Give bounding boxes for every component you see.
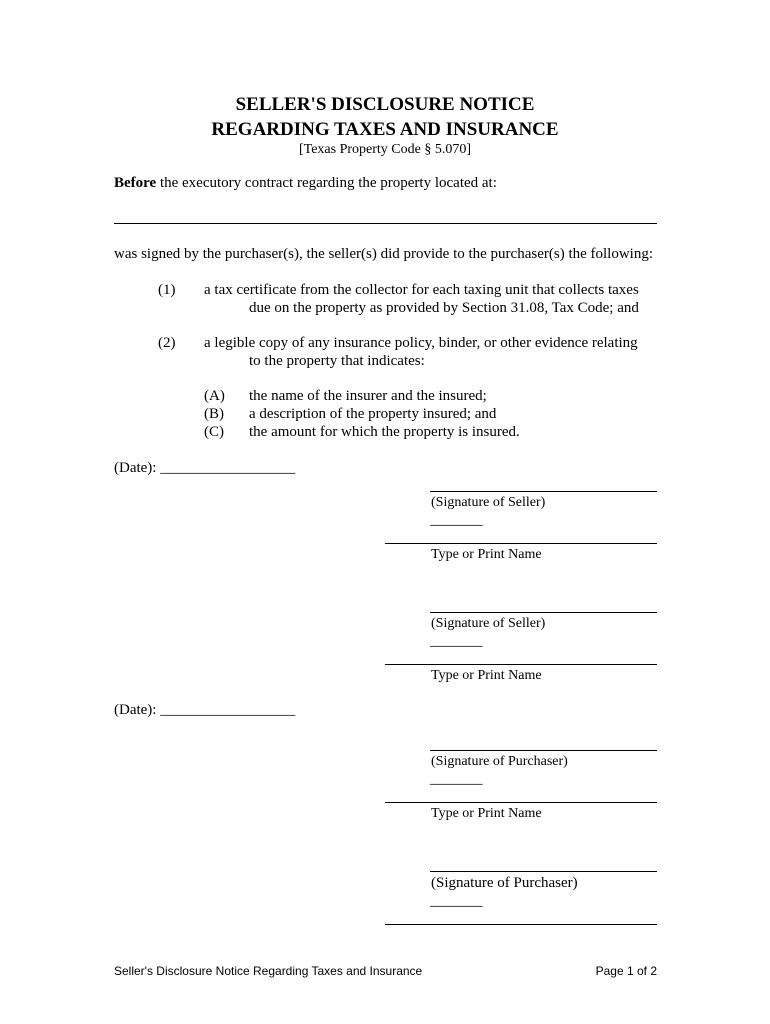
seller-date-field[interactable]: (Date): __________________ — [114, 460, 296, 476]
property-address-line[interactable] — [114, 223, 657, 224]
seller-1-short-blank: _______ — [430, 512, 483, 528]
seller-1-print-name-line[interactable] — [385, 543, 657, 544]
subitem-c-text: the amount for which the property is insured. — [249, 424, 520, 440]
subitem-a-letter: (A) — [204, 388, 225, 404]
purchaser-2-signature-label: (Signature of Purchaser) — [431, 875, 578, 891]
seller-2-print-name-label: Type or Print Name — [431, 668, 542, 683]
seller-2-short-blank: _______ — [430, 633, 483, 649]
purchaser-1-signature-line[interactable] — [430, 750, 657, 751]
document-title-line2: REGARDING TAXES AND INSURANCE — [211, 119, 559, 140]
seller-1-signature-label: (Signature of Seller) — [431, 495, 546, 510]
footer-document-title: Seller's Disclosure Notice Regarding Taxes and Insurance — [114, 964, 423, 978]
purchaser-2-signature-line[interactable] — [430, 871, 657, 872]
subitem-a-text: the name of the insurer and the insured; — [249, 388, 487, 404]
seller-2-signature-label: (Signature of Seller) — [431, 616, 546, 631]
signed-statement: was signed by the purchaser(s), the seller(s) did provide to the purchaser(s) the following: — [114, 246, 654, 262]
subitem-c-letter: (C) — [204, 424, 224, 440]
purchaser-1-print-name-label: Type or Print Name — [431, 806, 542, 821]
purchaser-1-signature-label: (Signature of Purchaser) — [431, 754, 568, 769]
purchaser-2-print-name-line[interactable] — [385, 924, 657, 925]
item-2-line2: to the property that indicates: — [249, 353, 425, 369]
subitem-b-text: a description of the property insured; and — [249, 406, 497, 422]
seller-1-signature-line[interactable] — [430, 491, 657, 492]
purchaser-1-print-name-line[interactable] — [385, 802, 657, 803]
document-title-line1: SELLER'S DISCLOSURE NOTICE — [235, 94, 535, 115]
intro-sentence — [114, 175, 497, 192]
seller-2-signature-line[interactable] — [430, 612, 657, 613]
before-bold: Before — [114, 175, 157, 191]
seller-2-print-name-line[interactable] — [385, 664, 657, 665]
item-1-line1: a tax certificate from the collector for each taxing unit that collects taxes — [204, 282, 639, 298]
purchaser-2-short-blank: _______ — [430, 893, 483, 909]
subitem-b-letter: (B) — [204, 406, 224, 422]
statute-citation: [Texas Property Code § 5.070] — [298, 142, 472, 157]
item-2-number: (2) — [158, 335, 176, 351]
intro-text: the executory contract regarding the property located at: — [156, 175, 497, 191]
seller-1-print-name-label: Type or Print Name — [431, 547, 542, 562]
item-1-line2: due on the property as provided by Section 31.08, Tax Code; and — [249, 300, 639, 316]
item-1-number: (1) — [158, 282, 176, 298]
footer-page-number: Page 1 of 2 — [595, 964, 657, 978]
purchaser-1-short-blank: _______ — [430, 771, 483, 787]
item-2-line1: a legible copy of any insurance policy, binder, or other evidence relating — [204, 335, 638, 351]
purchaser-date-field[interactable]: (Date): __________________ — [114, 702, 296, 718]
